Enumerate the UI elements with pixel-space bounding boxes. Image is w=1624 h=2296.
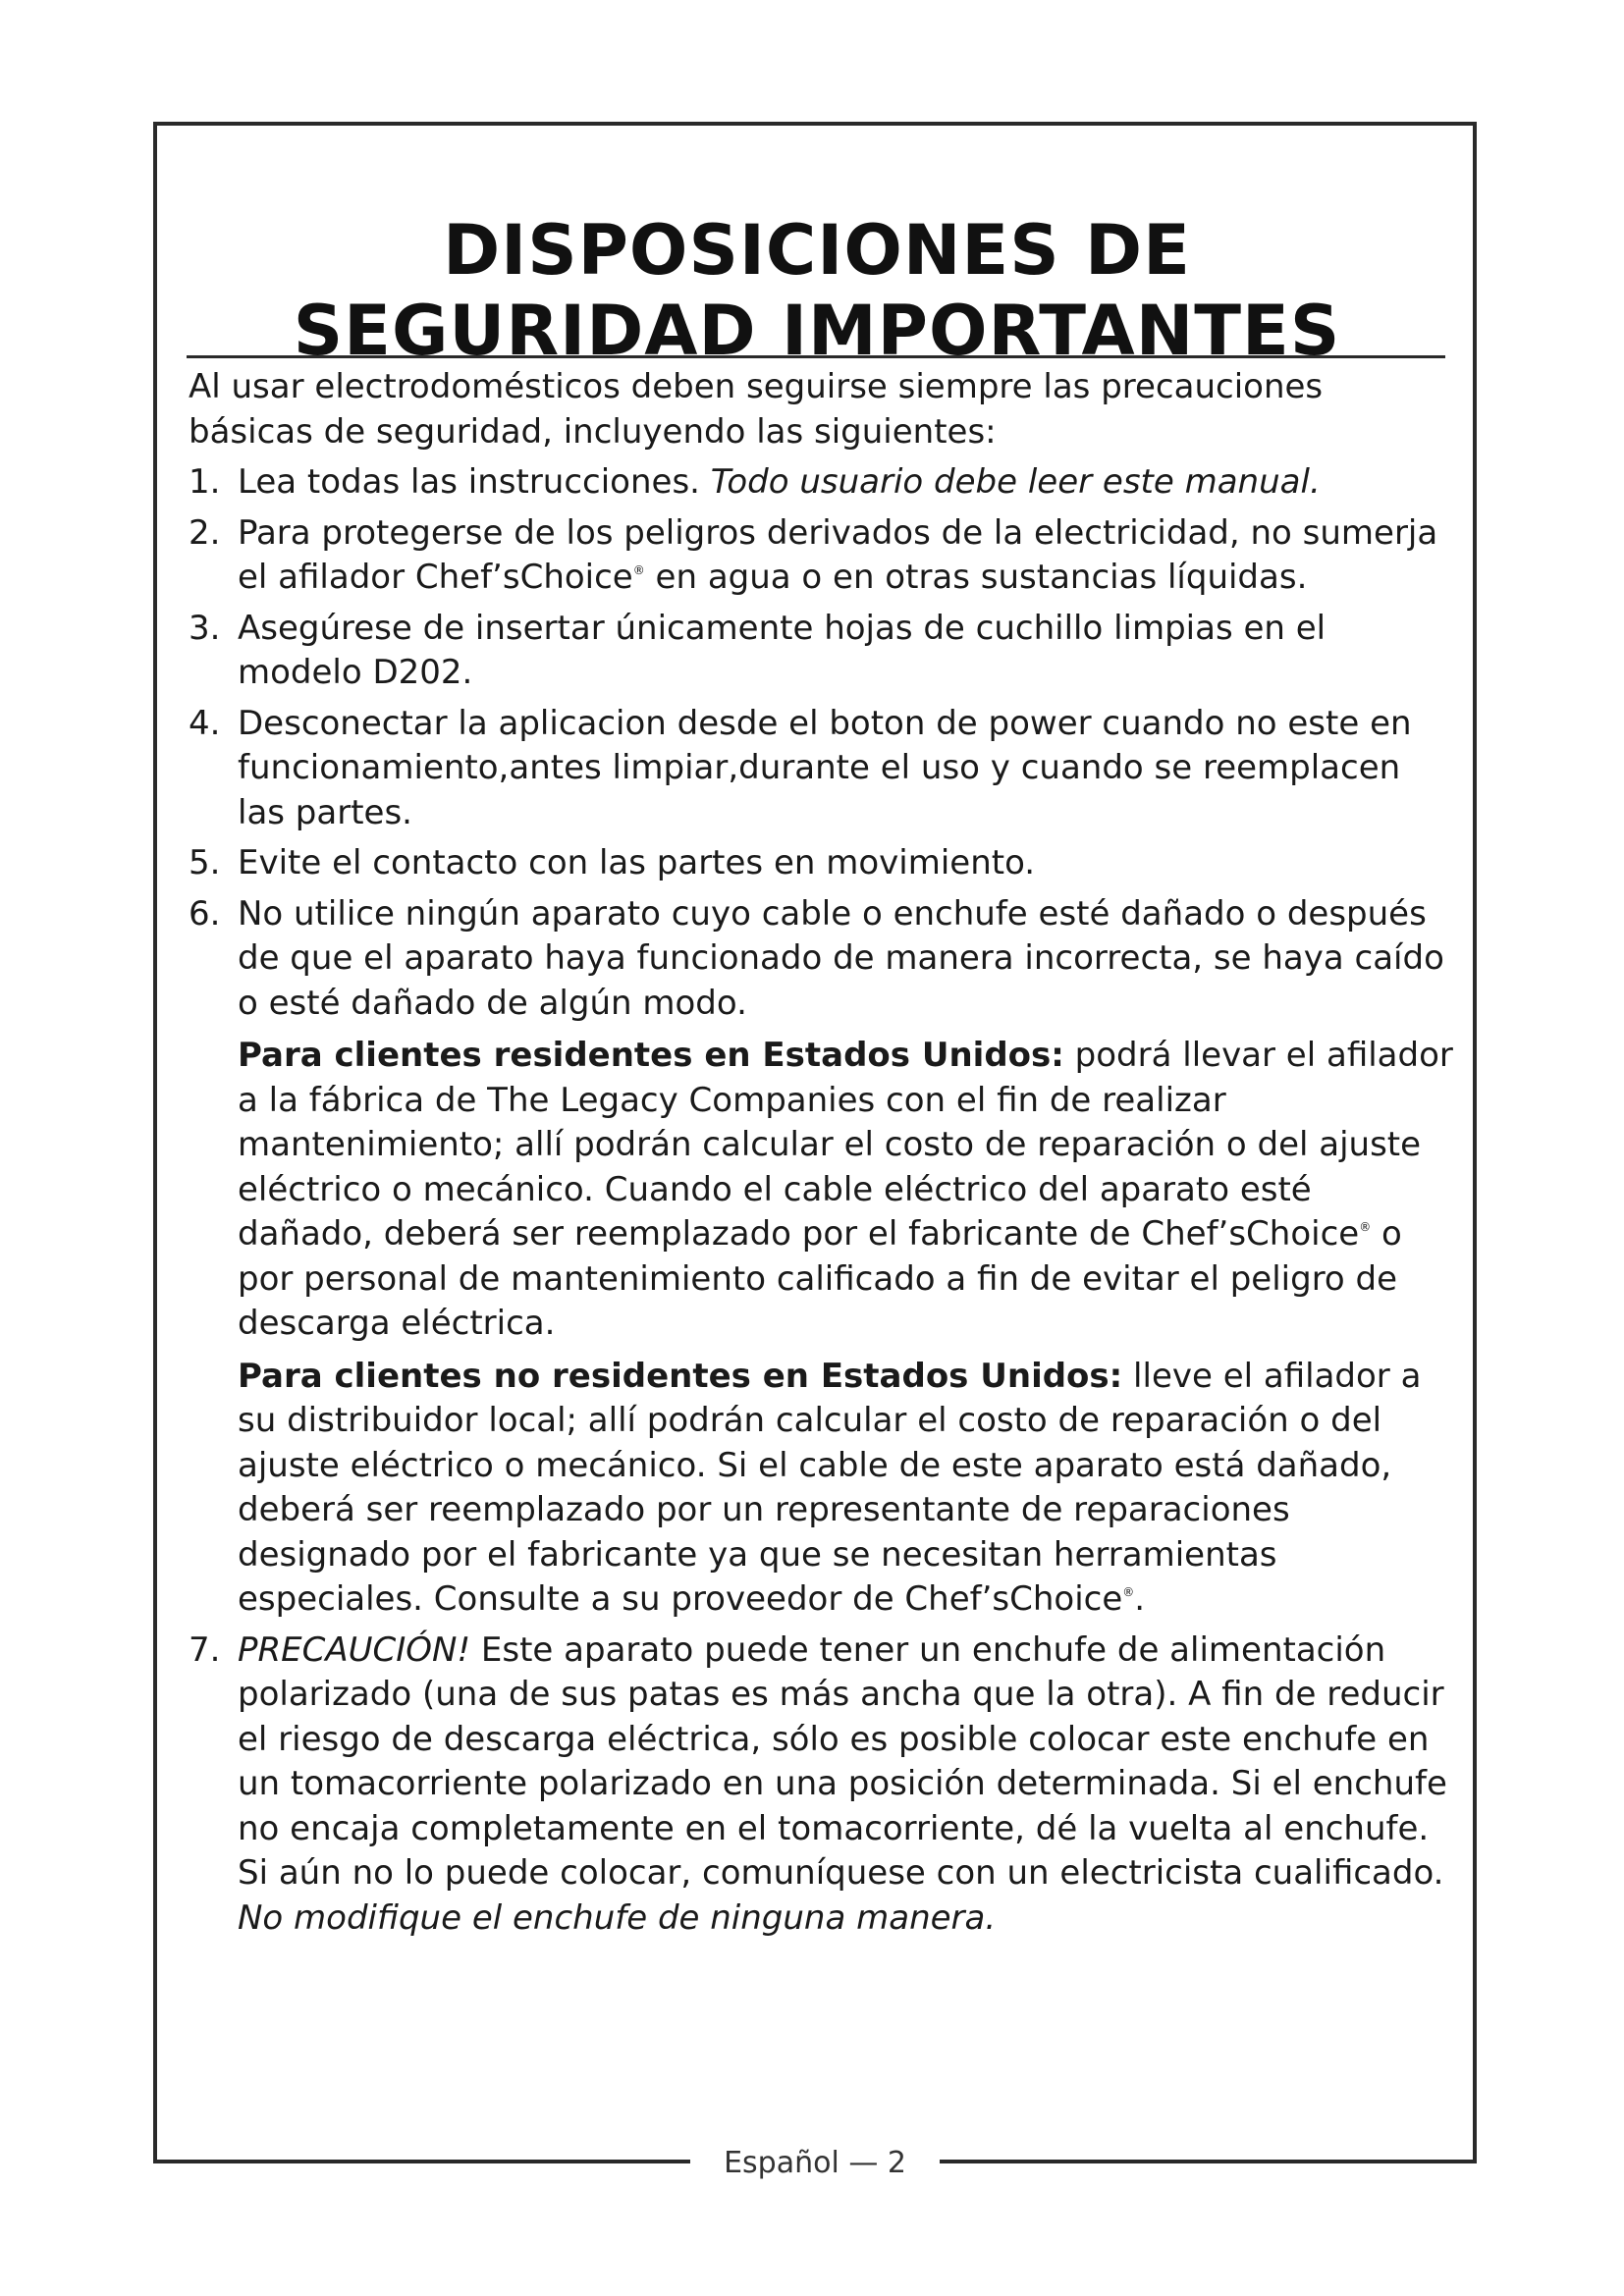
safety-item-6 bbox=[189, 892, 1455, 1623]
safety-item-7 bbox=[189, 1629, 1455, 1942]
item-number: 3. bbox=[189, 608, 221, 648]
safety-content bbox=[189, 365, 1455, 1947]
safety-item-2 bbox=[189, 511, 1455, 601]
non-us-customers-text: lleve el afilador a su distribuidor local; allí podrán calcular el costo de reparación o del ajuste eléctrico o mecánico. Si el cable de este aparato está dañado, deberá ser reemplazado por un representante de reparaciones designado por el fabricante ya que se necesitan herramientas especiales. Consulte a su proveedor de Chef’sChoice bbox=[238, 1356, 1422, 1619]
us-customers-text: podrá llevar el afilador a la fábrica de The Legacy Companies con el fin de realizar mantenimiento; allí podrán calcular el costo de reparación o del ajuste eléctrico o mecánico. Cuando el cable eléctrico del aparato esté dañado, deberá ser reemplazado por el fabricante de Chef’sChoice bbox=[238, 1036, 1453, 1254]
title-line-2: SEGURIDAD IMPORTANTES bbox=[293, 291, 1341, 371]
item-text: Desconectar la aplicacion desde el boton de power cuando no este en funcionamiento,antes limpiar,durante el uso y cuando se reemplacen las partes. bbox=[238, 703, 1412, 832]
us-customers-paragraph bbox=[238, 1034, 1455, 1347]
item-number: 4. bbox=[189, 703, 221, 743]
item-text: Para protegerse de los peligros derivados de la electricidad, no sumerja el afilador Chef’sChoice bbox=[238, 512, 1438, 597]
item-text: Este aparato puede tener un enchufe de alimentación polarizado (una de sus patas es más ancha que la otra). A fin de reducir el riesgo de descarga eléctrica, sólo es posible colocar este enchufe en un tomacorriente polarizado en una posición determinada. Si el enchufe no encaja completamente en el tomacorriente, dé la vuelta al enchufe. Si aún no lo puede colocar, comuníquese con un electricista cualificado. bbox=[238, 1629, 1447, 1893]
safety-item-3 bbox=[189, 607, 1455, 696]
item-number: 5. bbox=[189, 843, 221, 882]
non-us-customers-heading: Para clientes no residentes en Estados Unidos: bbox=[238, 1356, 1123, 1396]
non-us-customers-paragraph bbox=[238, 1355, 1455, 1623]
page-number: Español — 2 bbox=[690, 2144, 940, 2183]
item-italic-text: No modifique el enchufe de ninguna manera. bbox=[238, 1897, 997, 1938]
registered-mark: ® bbox=[1122, 1585, 1135, 1599]
us-customers-text-continued: o por personal de mantenimiento calificado a fin de evitar el peligro de descarga eléctrica. bbox=[238, 1214, 1402, 1343]
page-title bbox=[189, 210, 1445, 371]
title-line-1: DISPOSICIONES DE bbox=[443, 210, 1191, 291]
page-footer bbox=[153, 2144, 1477, 2183]
item-number: 7. bbox=[189, 1629, 221, 1670]
safety-item-5 bbox=[189, 841, 1455, 886]
registered-mark: ® bbox=[632, 563, 645, 577]
item-text: Lea todas las instrucciones. bbox=[238, 462, 700, 502]
item-italic-text: Todo usuario debe leer este manual. bbox=[710, 462, 1321, 502]
caution-label: PRECAUCIÓN! bbox=[238, 1629, 471, 1670]
item-text: Evite el contacto con las partes en movimiento. bbox=[238, 843, 1036, 882]
intro-paragraph: Al usar electrodomésticos deben seguirse siempre las precauciones básicas de seguridad, incluyendo las siguientes: bbox=[189, 367, 1324, 452]
item-text: Asegúrese de insertar únicamente hojas de cuchillo limpias en el modelo D202. bbox=[238, 608, 1326, 692]
registered-mark: ® bbox=[1359, 1220, 1372, 1234]
safety-item-1 bbox=[189, 460, 1455, 506]
item-number: 2. bbox=[189, 512, 221, 553]
us-customers-heading: Para clientes residentes en Estados Unidos: bbox=[238, 1036, 1064, 1075]
item-text: No utilice ningún aparato cuyo cable o enchufe esté dañado o después de que el aparato haya funcionado de manera incorrecta, se haya caído o esté dañado de algún modo. bbox=[238, 893, 1444, 1023]
safety-item-4 bbox=[189, 702, 1455, 836]
item-number: 1. bbox=[189, 462, 221, 502]
item-text-continued: en agua o en otras sustancias líquidas. bbox=[644, 558, 1308, 597]
title-underline bbox=[187, 355, 1445, 358]
item-number: 6. bbox=[189, 893, 221, 934]
non-us-customers-text-continued: . bbox=[1134, 1579, 1146, 1619]
